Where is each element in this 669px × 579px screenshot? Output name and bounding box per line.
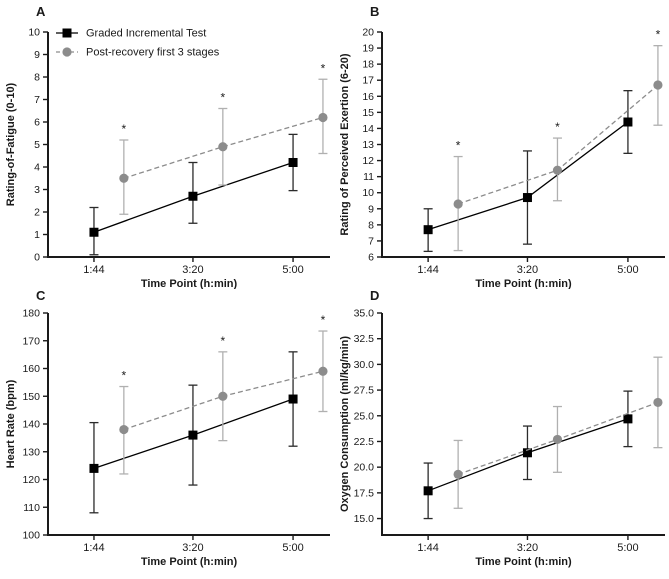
y-tick-label: 7 bbox=[34, 94, 40, 106]
y-tick-label: 15.0 bbox=[353, 513, 374, 526]
x-tick-label: 1:44 bbox=[83, 542, 105, 554]
significance-asterisk: * bbox=[121, 122, 127, 136]
data-point-marker-circle bbox=[454, 199, 463, 208]
y-tick-label: 6 bbox=[368, 251, 374, 264]
y-axis-title: Oxygen Consumption (ml/kg/min) bbox=[339, 335, 351, 513]
y-tick-label: 0 bbox=[34, 251, 40, 264]
y-tick-label: 7 bbox=[368, 235, 374, 248]
y-tick-label: 130 bbox=[22, 446, 40, 459]
y-tick-label: 17 bbox=[362, 74, 374, 87]
data-point-marker-circle bbox=[653, 398, 662, 407]
y-tick-label: 4 bbox=[34, 161, 40, 174]
legend-marker-circle bbox=[62, 47, 71, 56]
y-tick-label: 14 bbox=[362, 122, 374, 135]
y-tick-label: 2 bbox=[34, 206, 40, 219]
data-point-marker-circle bbox=[218, 142, 227, 151]
y-tick-label: 25.0 bbox=[353, 410, 374, 423]
y-tick-label: 5 bbox=[34, 139, 40, 151]
y-tick-label: 19 bbox=[362, 42, 374, 55]
data-point-marker-square bbox=[89, 228, 98, 237]
legend-marker-square bbox=[63, 29, 72, 38]
y-tick-label: 16 bbox=[362, 90, 374, 103]
data-point-marker-circle bbox=[318, 113, 327, 122]
data-point-marker-circle bbox=[318, 367, 327, 376]
panel-a-chart bbox=[0, 0, 334, 289]
legend-item-label: Post-recovery first 3 stages bbox=[86, 46, 220, 59]
data-point-marker-square bbox=[89, 464, 98, 473]
y-tick-label: 9 bbox=[368, 203, 374, 216]
panel-d-chart bbox=[334, 289, 669, 579]
significance-asterisk: * bbox=[555, 120, 560, 135]
x-axis-title: Time Point (h:min) bbox=[140, 556, 238, 568]
data-point-marker-square bbox=[289, 395, 298, 404]
y-tick-label: 17.5 bbox=[353, 487, 374, 500]
y-tick-label: 100 bbox=[22, 529, 40, 542]
x-axis-title: Time Point (h:min) bbox=[140, 278, 238, 289]
y-tick-label: 13 bbox=[362, 139, 374, 151]
panel-label: B bbox=[370, 4, 380, 19]
data-point-marker-square bbox=[424, 225, 433, 234]
significance-asterisk: * bbox=[455, 138, 461, 153]
panel-a bbox=[0, 0, 334, 289]
data-point-marker-square bbox=[523, 193, 532, 202]
y-tick-label: 35.0 bbox=[353, 307, 374, 320]
y-tick-label: 110 bbox=[23, 501, 40, 514]
y-tick-label: 30.0 bbox=[353, 358, 374, 371]
y-tick-label: 170 bbox=[22, 335, 40, 348]
significance-asterisk: * bbox=[220, 333, 226, 348]
x-tick-label: 3:20 bbox=[516, 542, 539, 554]
panel-c bbox=[0, 289, 334, 579]
x-tick-label: 1:44 bbox=[417, 542, 439, 554]
legend-item-label: Graded Incremental Test bbox=[86, 27, 207, 40]
data-point-marker-circle bbox=[119, 425, 128, 434]
data-point-marker-circle bbox=[119, 174, 128, 183]
data-point-marker-square bbox=[188, 431, 197, 440]
significance-asterisk: * bbox=[121, 368, 127, 383]
y-tick-label: 1 bbox=[34, 229, 40, 241]
y-tick-label: 11 bbox=[363, 171, 374, 184]
y-tick-label: 10 bbox=[362, 187, 374, 200]
panel-b-chart bbox=[334, 0, 669, 289]
y-axis-title: Rating of Perceived Exertion (6-20) bbox=[339, 53, 351, 236]
x-tick-label: 5:00 bbox=[282, 264, 304, 276]
y-tick-label: 9 bbox=[34, 49, 40, 61]
data-point-marker-circle bbox=[553, 166, 562, 175]
y-tick-label: 150 bbox=[22, 390, 40, 403]
significance-asterisk: * bbox=[320, 313, 326, 328]
y-axis-title: Heart Rate (bpm) bbox=[5, 379, 17, 469]
y-tick-label: 20 bbox=[362, 26, 374, 39]
x-tick-label: 3:20 bbox=[182, 542, 204, 554]
y-tick-label: 120 bbox=[22, 474, 40, 486]
panel-label: D bbox=[370, 289, 380, 303]
y-tick-label: 180 bbox=[22, 307, 40, 320]
panel-label: C bbox=[36, 289, 46, 303]
y-tick-label: 140 bbox=[22, 418, 40, 431]
y-tick-label: 3 bbox=[34, 184, 40, 196]
significance-asterisk: * bbox=[655, 27, 661, 42]
y-tick-label: 18 bbox=[362, 58, 374, 71]
panel-label: A bbox=[36, 4, 46, 19]
y-tick-label: 10 bbox=[28, 26, 40, 39]
significance-asterisk: * bbox=[320, 61, 326, 76]
data-point-marker-circle bbox=[218, 392, 227, 401]
y-tick-label: 12 bbox=[362, 155, 374, 168]
data-point-marker-square bbox=[623, 414, 632, 423]
data-point-marker-square bbox=[623, 118, 632, 127]
x-tick-label: 1:44 bbox=[417, 264, 439, 276]
y-tick-label: 32.5 bbox=[353, 333, 374, 346]
y-tick-label: 6 bbox=[34, 116, 40, 129]
x-tick-label: 3:20 bbox=[516, 264, 539, 276]
y-tick-label: 15 bbox=[362, 106, 374, 119]
y-tick-label: 8 bbox=[34, 71, 40, 84]
data-point-marker-square bbox=[188, 192, 197, 201]
data-point-marker-circle bbox=[553, 435, 562, 444]
y-tick-label: 20.0 bbox=[353, 461, 374, 474]
panel-c-chart bbox=[0, 289, 334, 579]
data-point-marker-circle bbox=[454, 470, 463, 479]
y-axis-title: Rating-of-Fatigue (0-10) bbox=[5, 82, 17, 207]
x-axis-title: Time Point (h:min) bbox=[475, 278, 572, 289]
x-tick-label: 3:20 bbox=[182, 264, 204, 276]
y-tick-label: 27.5 bbox=[353, 384, 374, 397]
x-tick-label: 5:00 bbox=[617, 264, 639, 276]
x-tick-label: 5:00 bbox=[282, 542, 304, 554]
panel-b bbox=[334, 0, 669, 289]
significance-asterisk: * bbox=[220, 90, 226, 105]
data-point-marker-square bbox=[289, 158, 298, 167]
y-tick-label: 160 bbox=[22, 363, 40, 375]
x-axis-title: Time Point (h:min) bbox=[475, 556, 572, 568]
x-tick-label: 5:00 bbox=[617, 542, 639, 554]
y-tick-label: 22.5 bbox=[353, 435, 374, 448]
data-point-marker-circle bbox=[653, 80, 662, 89]
data-point-marker-square bbox=[424, 486, 433, 495]
y-tick-label: 8 bbox=[368, 219, 374, 232]
x-tick-label: 1:44 bbox=[83, 264, 105, 276]
panel-d bbox=[334, 289, 669, 579]
